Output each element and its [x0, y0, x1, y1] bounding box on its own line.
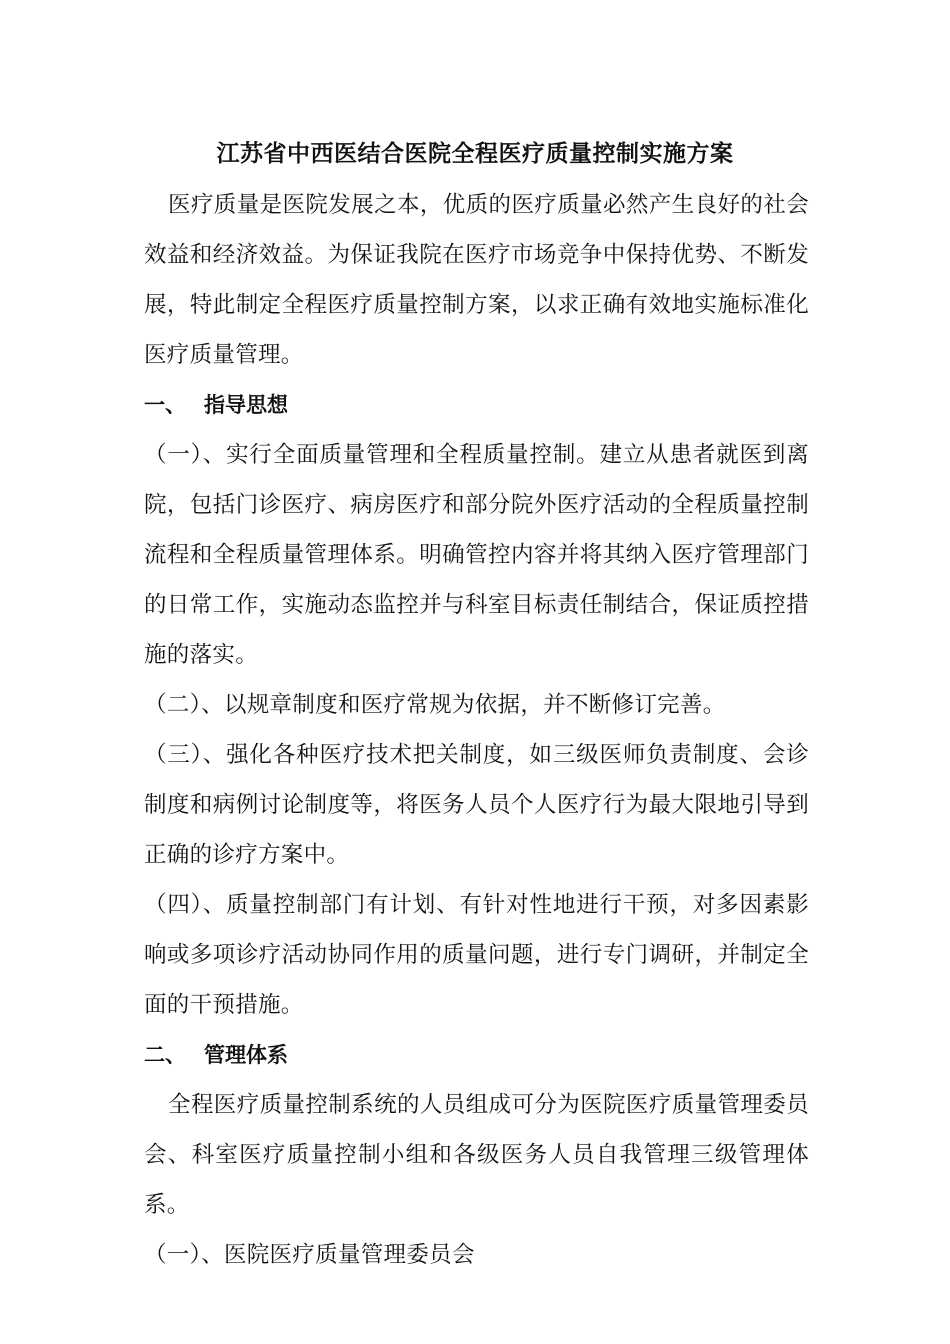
section-heading-2: [144, 1030, 809, 1080]
section1-item-3: （三）、强化各种医疗技术把关制度，如三级医师负责制度、会诊制度和病例讨论制度等，将医务人员个人医疗行为最大限地引导到正确的诊疗方案中。: [144, 742, 809, 868]
section-title: 指导思想: [204, 393, 288, 417]
section1-item-1: （一）、实行全面质量管理和全程质量控制。建立从患者就医到离院，包括门诊医疗、病房医疗和部分院外医疗活动的全程质量控制流程和全程质量管理体系。明确管控内容并将其纳入医疗管理部门的日常工作，实施动态监控并与科室目标责任制结合，保证质控措施的落实。: [144, 442, 809, 668]
document-body: [144, 180, 809, 1280]
section2-item-1: （一）、医院医疗质量管理委员会: [144, 1242, 475, 1268]
section-number: 一、: [144, 393, 186, 417]
intro-paragraph: 医疗质量是医院发展之本，优质的医疗质量必然产生良好的社会效益和经济效益。为保证我院在医疗市场竞争中保持优势、不断发展，特此制定全程医疗质量控制方案，以求正确有效地实施标准化医疗质量管理。: [144, 192, 809, 368]
section-heading-1: [144, 380, 809, 430]
section-number: 二、: [144, 1043, 186, 1067]
section1-item-4: （四）、质量控制部门有计划、有针对性地进行干预，对多因素影响或多项诊疗活动协同作用的质量问题，进行专门调研，并制定全面的干预措施。: [144, 892, 809, 1018]
section-title: 管理体系: [204, 1043, 288, 1067]
section2-intro: 全程医疗质量控制系统的人员组成可分为医院医疗质量管理委员会、科室医疗质量控制小组和各级医务人员自我管理三级管理体系。: [144, 1092, 809, 1218]
section1-item-2: （二）、以规章制度和医疗常规为依据，并不断修订完善。: [144, 692, 726, 718]
document-title: 江苏省中西医结合医院全程医疗质量控制实施方案: [216, 141, 734, 167]
